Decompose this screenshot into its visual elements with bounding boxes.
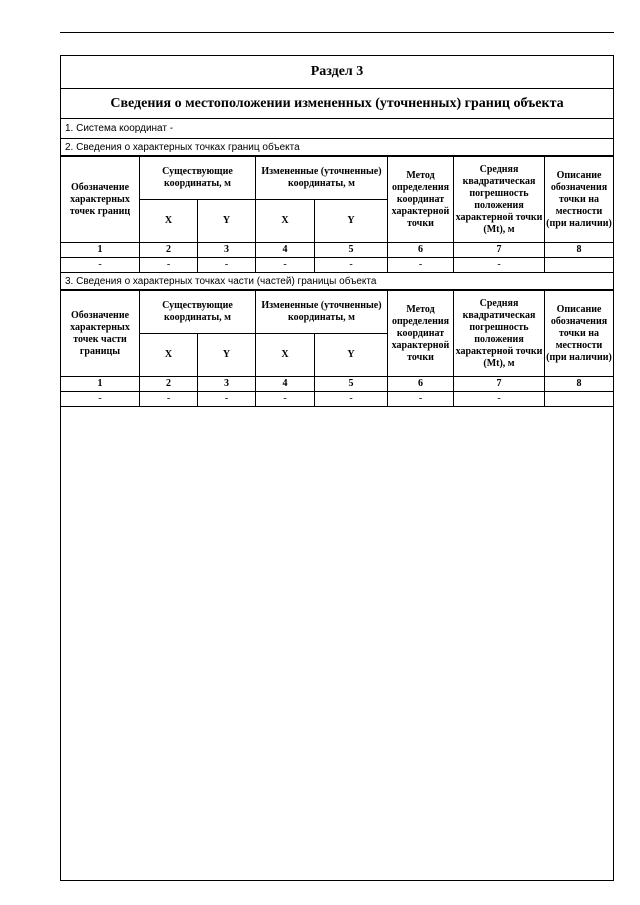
table-row xyxy=(61,392,614,407)
top-rule xyxy=(60,32,614,33)
table-cell: - xyxy=(256,392,315,407)
col-method: Метод определения координат характерной точки xyxy=(388,157,454,243)
col-method: Метод определения координат характерной точки xyxy=(388,291,454,377)
col-number: 4 xyxy=(256,243,315,258)
col-number: 8 xyxy=(545,377,614,392)
table-cell: - xyxy=(61,258,140,273)
table-cell xyxy=(545,392,614,407)
section-title: Раздел 3 xyxy=(61,56,613,89)
table-cell: - xyxy=(454,258,545,273)
table-cell: - xyxy=(140,392,198,407)
col-x-changed: X xyxy=(256,334,315,377)
table2 xyxy=(60,290,614,407)
col-number: 6 xyxy=(388,243,454,258)
table-cell: - xyxy=(198,392,256,407)
col-number: 8 xyxy=(545,243,614,258)
table-cell: - xyxy=(61,392,140,407)
col-error: Средняя квадратическая погрешность положения характерной точки (Mt), м xyxy=(454,291,545,377)
coordinate-system: 1. Система координат - xyxy=(61,119,613,139)
table-cell: - xyxy=(454,392,545,407)
col-number: 6 xyxy=(388,377,454,392)
col-number: 1 xyxy=(61,243,140,258)
col-x-changed: X xyxy=(256,200,315,243)
col-number: 7 xyxy=(454,243,545,258)
col-changed: Измененные (уточненные) координаты, м xyxy=(256,157,388,200)
col-number: 3 xyxy=(198,377,256,392)
table-cell: - xyxy=(198,258,256,273)
col-existing: Существующие координаты, м xyxy=(140,291,256,334)
table2-heading: 3. Сведения о характерных точках части (частей) границы объекта xyxy=(61,273,613,290)
table-cell: - xyxy=(256,258,315,273)
table1 xyxy=(60,156,614,273)
col-number: 7 xyxy=(454,377,545,392)
col-description: Описание обозначения точки на местности (при наличии) xyxy=(545,291,614,377)
col-error: Средняя квадратическая погрешность положения характерной точки (Mt), м xyxy=(454,157,545,243)
col-number: 2 xyxy=(140,377,198,392)
col-changed: Измененные (уточненные) координаты, м xyxy=(256,291,388,334)
col-number: 4 xyxy=(256,377,315,392)
table-cell: - xyxy=(140,258,198,273)
document-title: Сведения о местоположении измененных (уточненных) границ объекта xyxy=(61,89,613,119)
col-description: Описание обозначения точки на местности (при наличии) xyxy=(545,157,614,243)
col-existing: Существующие координаты, м xyxy=(140,157,256,200)
col-number: 2 xyxy=(140,243,198,258)
col-x-existing: X xyxy=(140,200,198,243)
col-y-existing: Y xyxy=(198,200,256,243)
col-y-changed: Y xyxy=(315,334,388,377)
col-x-existing: X xyxy=(140,334,198,377)
col-number: 5 xyxy=(315,243,388,258)
col-designation: Обозначение характерных точек части границы xyxy=(61,291,140,377)
table-cell: - xyxy=(388,392,454,407)
table1-heading: 2. Сведения о характерных точках границ объекта xyxy=(61,139,613,156)
col-y-existing: Y xyxy=(198,334,256,377)
col-number: 1 xyxy=(61,377,140,392)
table-cell xyxy=(545,258,614,273)
document-frame xyxy=(60,55,614,881)
col-number: 5 xyxy=(315,377,388,392)
table-cell: - xyxy=(315,258,388,273)
col-designation: Обозначение характерных точек границ xyxy=(61,157,140,243)
table-cell: - xyxy=(388,258,454,273)
table-cell: - xyxy=(315,392,388,407)
table-row xyxy=(61,258,614,273)
col-y-changed: Y xyxy=(315,200,388,243)
col-number: 3 xyxy=(198,243,256,258)
